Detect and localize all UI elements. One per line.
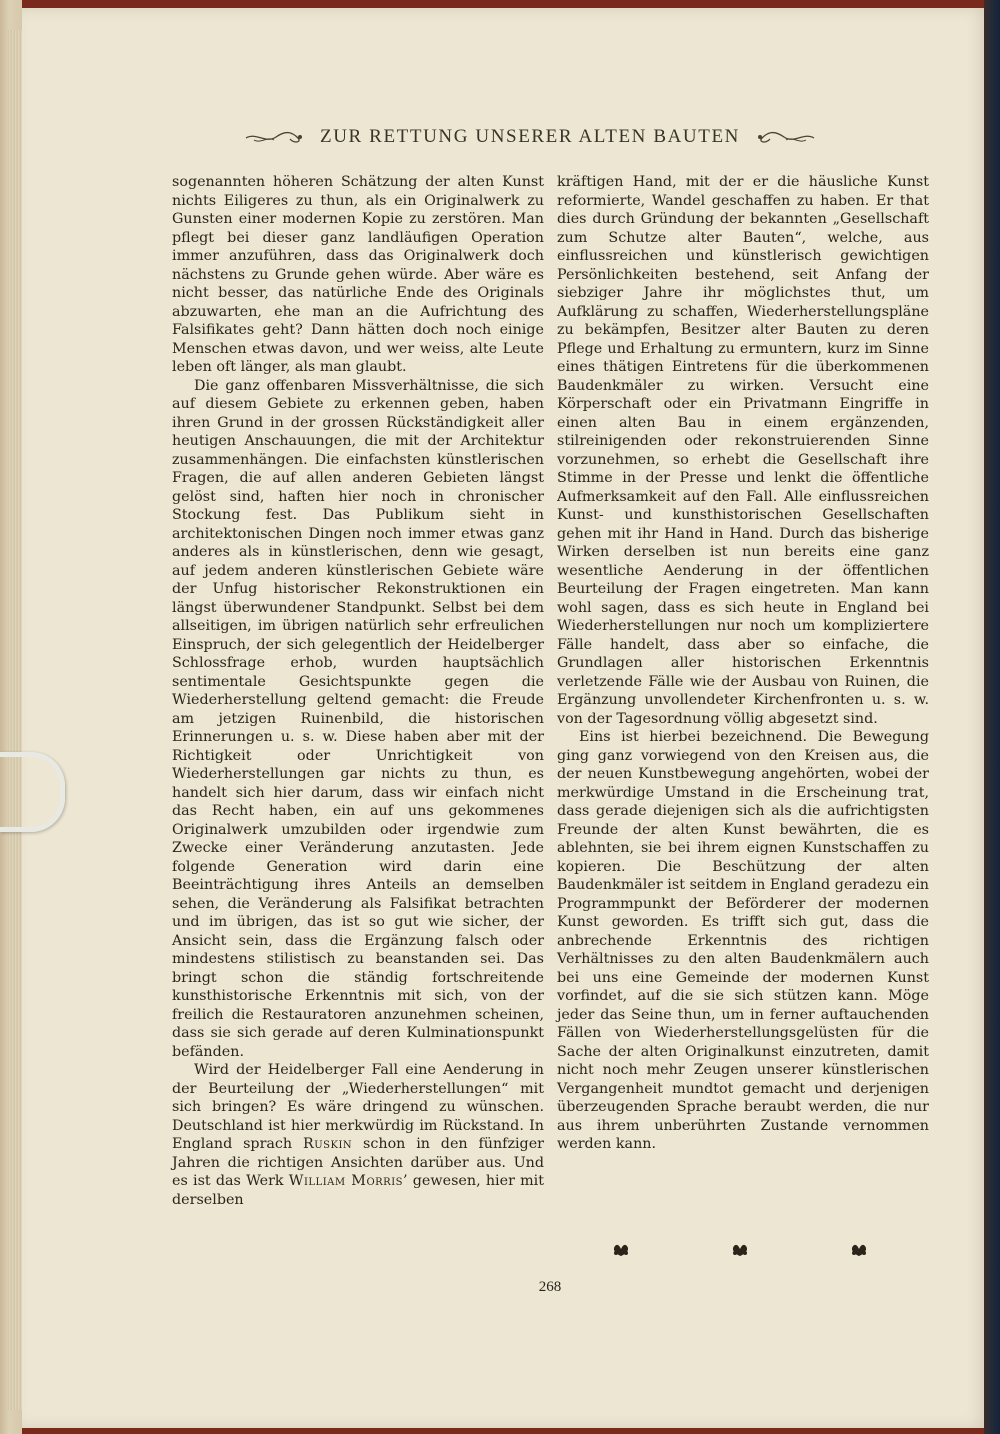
- fleuron-icon: [610, 1240, 632, 1258]
- author-name: Ruskin: [302, 1136, 353, 1152]
- left-text-column: [172, 173, 544, 1209]
- book-cover-edge-right: [984, 0, 1000, 1434]
- end-ornaments: [610, 1240, 870, 1258]
- paragraph-text: schon in den fünfziger Jahren die richtigen Ansichten darüber aus. Und es ist das Werk: [172, 1136, 545, 1189]
- scroll-ornament-icon: [244, 126, 306, 148]
- scroll-ornament-icon: [754, 126, 816, 148]
- paper-clip-icon: [0, 752, 65, 832]
- paragraph: kräftigen Hand, mit der er die häusliche Kunst reformierte, Wandel geschaffen zu haben. Er that dies durch Gründung der bekannten „Gesellschaft zum Schutze alter Bauten“, welche, aus einflussreichen und künstlerisch gewichtigen Persönlichkeiten bestehend, seit Anfang der siebziger Jahre ihr möglichstes thut, um Aufklärung zu schaffen, Wiederherstellungspläne zu bekämpfen, Besitzer alter Bauten zu deren Pflege und Erhaltung zu ermuntern, kurz im Sinne eines thätigen Eintretens für die überkommenen Baudenkmäler zu wirken. Versucht eine Körperschaft oder ein Privatmann Eingriffe in einen alten Bau in einem ergänzenden, stilreinigenden oder rekonstruierenden Sinne vorzunehmen, so erhebt die Gesellschaft ihre Stimme in der Presse und lenkt die öffentliche Aufmerksamkeit auf den Fall. Alle einflussreichen Kunst- und kunsthistorischen Gesellschaften gehen mit ihr Hand in Hand. Durch das bisherige Wirken derselben ist nun bereits eine ganz wesentliche Aenderung in der öffentlichen Beurteilung der Fragen eingetreten. Man kann wohl sagen, dass es sich heute in England bei Wiederherstellungen nur noch um kompliziertere Fälle handelt, dass aber so einfache, die Grundlagen aller historischen Erkenntnis verletzende Fälle wie der Ausbau von Ruinen, die Ergänzung unvollendeter Kirchenfronten u. s. w. von der Tagesordnung völlig abgesetzt sind.: [557, 174, 929, 727]
- page-number: 268: [538, 1279, 562, 1295]
- paragraph-text: Wird der Heidelberger Fall eine Aenderung in der Beurteilung der „Wiederherstellungen“ mit sich bringen? Es wäre dringend zu wünschen. Deutschland ist hier merkwürdig im Rückstand. In England sprach: [172, 1062, 544, 1152]
- author-name: William Morris: [288, 1173, 404, 1189]
- fleuron-icon: [729, 1240, 751, 1258]
- paragraph: [172, 1061, 544, 1209]
- paragraph: Die ganz offenbaren Missverhältnisse, die sich auf diesem Gebiete zu erkennen geben, haben ihren Grund in der grossen Rückständigkeit aller heutigen Anschauungen, die mit der Architektur zusammenhängen. Die einfachsten künstlerischen Fragen, die auf allen anderen Gebieten längst gelöst sind, haften hier noch in chronischer Stockung fest. Das Publikum sieht in architektonischen Dingen noch immer etwas ganz anderes als in künstlerischen, denn wie gesagt, auf jedem anderen künstlerischen Gebiete wäre der Unfug historischer Rekonstruktionen ein längst überwundener Standpunkt. Selbst bei dem allseitigen, im übrigen natürlich sehr erfreulichen Einspruch, der sich gelegentlich der Heidelberger Schlossfrage erhob, wurden hauptsächlich sentimentale Gesichtspunkte gegen die Wiederherstellung geltend gemacht: die Freude am jetzigen Ruinenbild, die historischen Erinnerungen u. s. w. Diese haben aber mit der Richtigkeit oder Unrichtigkeit von Wiederherstellungen gar nichts zu thun, es handelt sich hier darum, dass wir einfach nicht das Recht haben, ein auf uns gekommenes Originalwerk umzubilden oder irgendwie zum Zwecke einer Veränderung anzutasten. Jede folgende Generation wird darin eine Beeinträchtigung ihres Anteils an demselben sehen, die Veränderung als Falsifikat betrachten und im übrigen, das ist so gut wie sicher, der Ansicht sein, dass die Ergänzung falsch oder mindestens stilistisch zu beanstanden sei. Das bringt schon die ständig fortschreitende kunsthistorische Erkenntnis mit sich, von der freilich die Restauratoren anzunehmen scheinen, dass sie sich gerade auf deren Kulminationspunkt befänden.: [172, 377, 544, 1060]
- fleuron-icon: [848, 1240, 870, 1258]
- page-leaves-left: [8, 30, 22, 1410]
- page-title: ZUR RETTUNG UNSERER ALTEN BAUTEN: [320, 126, 740, 147]
- paragraph: Eins ist hierbei bezeichnend. Die Bewegung ging ganz vorwiegend von den Kreisen aus, die der neuen Kunstbewegung angehörten, wobei der merkwürdige Umstand in die Erscheinung trat, dass gerade diejenigen sich als die aufrichtigsten Freunde der alten Kunst bewährten, die es ablehnten, sie bei ihrem eignen Kunstschaffen zu kopieren. Die Beschützung der alten Baudenkmäler ist seitdem in England geradezu ein Programmpunkt der Beförderer der modernen Kunst geworden. Es trifft sich gut, dass die anbrechende Erkenntnis des richtigen Verhältnisses zu den alten Baudenkmälern auch bei uns eine Gemeinde der modernen Kunst vorfindet, auf die sie sich stützen kann. Möge jeder das Seine thun, um in ferner auftauchenden Fällen von Wiederherstellungsgelüsten für die Sache der alten Originalkunst einzutreten, damit nicht noch mehr Zeugen unserer künstlerischen Vergangenheit mundtot gemacht und derjenigen überzeugenden Sprache beraubt werden, die nur aus ihrem unberührten Zustande vernommen werden kann.: [557, 729, 929, 1152]
- running-header: [230, 126, 830, 148]
- right-text-column: [557, 173, 929, 1154]
- paragraph-text: ’ gewesen, hier mit derselben: [172, 1173, 544, 1208]
- paragraph: sogenannten höheren Schätzung der alten Kunst nichts Eiligeres zu thun, als ein Originalwerk zu Gunsten einer modernen Kopie zu zerstören. Man pflegt bei dieser ganz landläufigen Operation immer anzuführen, dass das Originalwerk doch nächstens zu Grunde gehen würde. Aber wäre es nicht besser, das natürliche Ende des Originals abzuwarten, ehe man an die Aufrichtung des Falsifikates geht? Dann hätten doch noch einige Menschen etwas davon, und wer weiss, alte Leute leben oft länger, als man glaubt.: [172, 174, 544, 375]
